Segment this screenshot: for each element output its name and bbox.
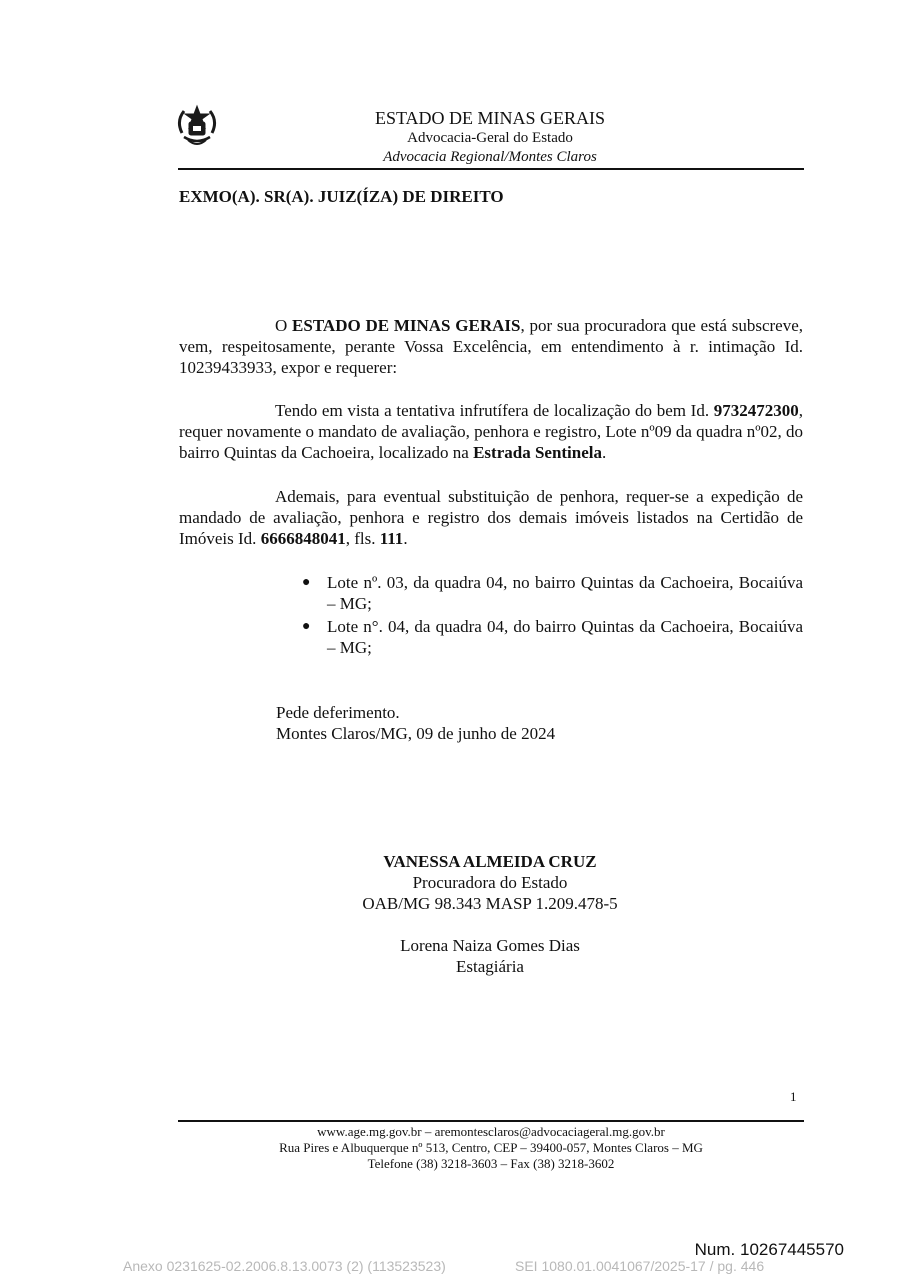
- fls-number: 111: [379, 529, 404, 548]
- intern-role: Estagiária: [456, 957, 524, 976]
- salutation: EXMO(A). SR(A). JUIZ(ÍZA) DE DIREITO: [179, 187, 504, 206]
- footer-phone: Telefone (38) 3218-3603 – Fax (38) 3218-3602: [367, 1156, 615, 1171]
- footer: [178, 1124, 804, 1172]
- header-agency: Advocacia-Geral do Estado: [407, 130, 573, 146]
- header-regional: Advocacia Regional/Montes Claros: [383, 149, 597, 165]
- closing: [276, 702, 555, 744]
- signature-block: [300, 851, 680, 977]
- entity-name: ESTADO DE MINAS GERAIS: [292, 316, 521, 335]
- list-item: ● Lote n°. 04, da quadra 04, do bairro Quintas da Cachoeira, Bocaiúva – MG;: [302, 617, 803, 657]
- closing-place-date: Montes Claros/MG, 09 de junho de 2024: [276, 724, 556, 743]
- road-name: Estrada Sentinela: [473, 443, 603, 462]
- header-divider: [178, 168, 804, 170]
- header-state: ESTADO DE MINAS GERAIS: [374, 108, 606, 128]
- intern-name: Lorena Naiza Gomes Dias: [400, 936, 580, 955]
- bullet-icon: ●: [302, 619, 311, 634]
- footer-address: Rua Pires e Albuquerque nº 513, Centro, CEP – 39400-057, Montes Claros – MG: [279, 1140, 703, 1155]
- signer-role: Procuradora do Estado: [412, 873, 568, 892]
- asset-id: 9732472300: [713, 401, 799, 420]
- list-item: ● Lote nº. 03, da quadra 04, no bairro Quintas da Cachoeira, Bocaiúva – MG;: [302, 573, 803, 613]
- document-number-stamp: Num. 10267445570: [694, 1240, 844, 1259]
- footer-divider: [178, 1120, 804, 1122]
- annex-stamp: Anexo 0231625-02.2006.8.13.0073 (2) (113523523): [123, 1258, 446, 1274]
- bullet-icon: ●: [302, 575, 311, 590]
- page-number: 1: [790, 1089, 797, 1104]
- lots-list: [300, 572, 803, 660]
- letterhead: [300, 107, 680, 167]
- signer-name: VANESSA ALMEIDA CRUZ: [383, 852, 597, 871]
- certificate-id: 6666848041: [260, 529, 346, 548]
- closing-request: Pede deferimento.: [276, 703, 400, 722]
- sei-stamp: SEI 1080.01.0041067/2025-17 / pg. 446: [515, 1258, 765, 1274]
- signer-registration: OAB/MG 98.343 MASP 1.209.478-5: [362, 894, 618, 913]
- coat-of-arms-icon: [172, 103, 222, 149]
- paragraph-intro: O ESTADO DE MINAS GERAIS, por sua procuradora que está subscreve, vem, respeitosamente, perante Vossa Excelência, em entendimento à r. intimação Id. 10239433933, expor e requerer:: [179, 316, 803, 377]
- paragraph-substitution: Ademais, para eventual substituição de penhora, requer-se a expedição de mandado de avaliação, penhora e registro dos demais imóveis listados na Certidão de Imóveis Id. 6666848041, fls. 111.: [179, 487, 803, 548]
- paragraph-request: Tendo em vista a tentativa infrutífera de localização do bem Id. 9732472300, requer novamente o mandato de avaliação, penhora e registro, Lote nº09 da quadra nº02, do bairro Quintas da Cachoeira, localizado na Estrada Sentinela.: [179, 401, 803, 462]
- footer-web-email: www.age.mg.gov.br – aremontesclaros@advocaciageral.mg.gov.br: [317, 1124, 665, 1139]
